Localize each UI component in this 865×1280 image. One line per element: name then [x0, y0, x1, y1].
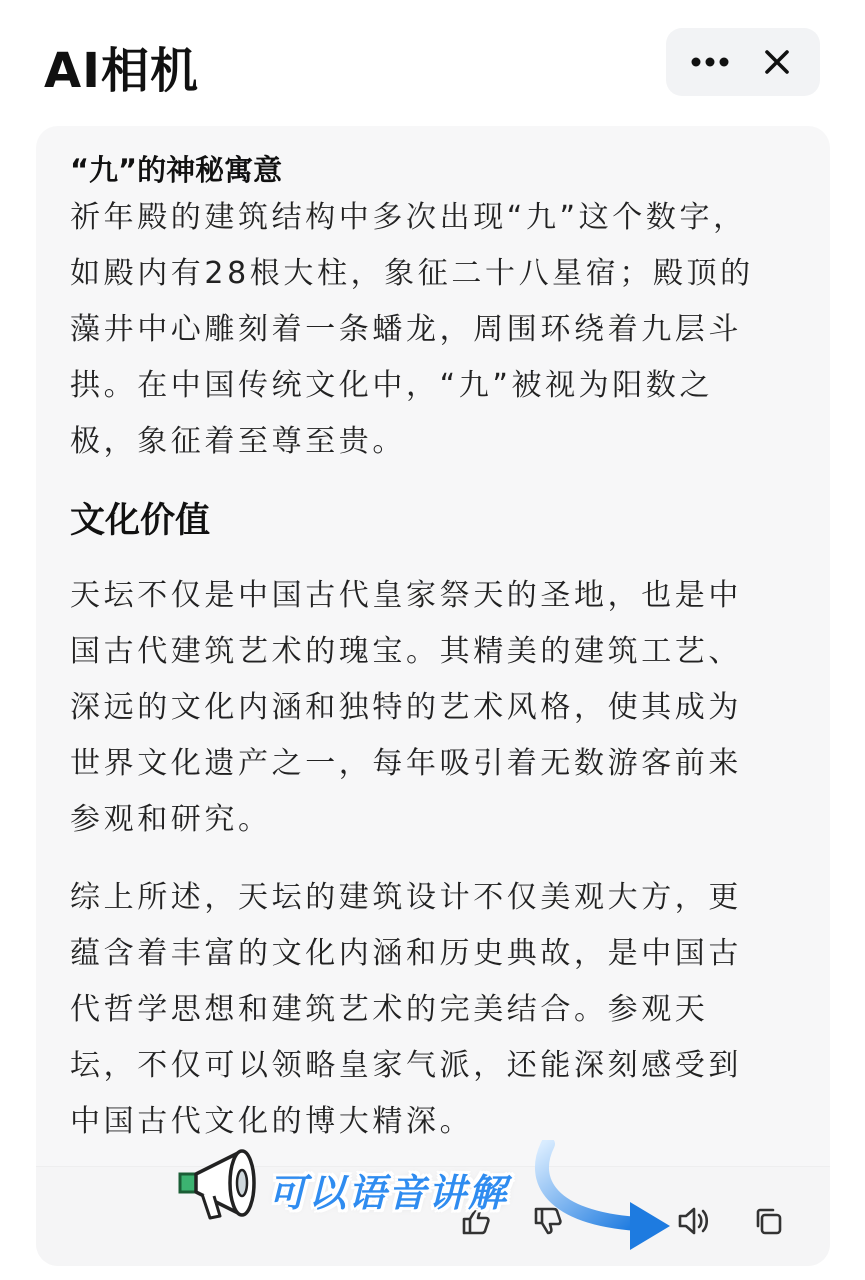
arrow-annotation	[520, 1140, 690, 1260]
text-line: 天坛不仅是中国古代皇家祭天的圣地，也是中	[70, 578, 742, 613]
text-line: 藻井中心雕刻着一条蟠龙，周围环绕着九层斗	[70, 312, 742, 347]
answer-content	[70, 150, 800, 1150]
paragraph-3	[70, 870, 800, 1150]
text-line: 参观和研究。	[70, 802, 272, 837]
subheading: “九”的神秘寓意	[70, 153, 283, 187]
text-line: 极，象征着至尊至贵。	[70, 424, 406, 459]
section-title: 文化价值	[70, 501, 211, 541]
paragraph-2	[70, 568, 800, 848]
text-line: 代哲学思想和建筑艺术的完美结合。参观天	[70, 992, 709, 1027]
text-line: 中国古代文化的博大精深。	[70, 1104, 474, 1139]
text-line: 拱。在中国传统文化中，“九”被视为阳数之	[70, 368, 714, 403]
answer-card	[36, 126, 830, 1266]
text-line: 坛，不仅可以领略皇家气派，还能深刻感受到	[70, 1048, 742, 1083]
voice-explain-annotation: 可以语音讲解	[268, 1171, 509, 1215]
text-line: 如殿内有28根大柱，象征二十八星宿；殿顶的	[70, 256, 754, 291]
app-title: AI相机	[44, 43, 200, 99]
text-line: 世界文化遗产之一，每年吸引着无数游客前来	[70, 746, 742, 781]
text-line: 祈年殿的建筑结构中多次出现“九”这个数字，	[70, 200, 747, 235]
text-line: 国古代建筑艺术的瑰宝。其精美的建筑工艺、	[70, 634, 742, 669]
header-actions	[666, 28, 820, 96]
text-line: 深远的文化内涵和独特的艺术风格，使其成为	[70, 690, 742, 725]
text-line: 蕴含着丰富的文化内涵和历史典故，是中国古	[70, 936, 742, 971]
megaphone-icon	[162, 1138, 272, 1228]
paragraph-1	[70, 190, 800, 470]
text-line: 综上所述，天坛的建筑设计不仅美观大方，更	[70, 880, 742, 915]
copy-button[interactable]	[746, 1199, 790, 1243]
copy-icon	[753, 1206, 783, 1236]
more-horizontal-icon	[690, 56, 730, 68]
close-button[interactable]	[747, 32, 807, 92]
header	[0, 0, 865, 125]
close-icon	[763, 48, 791, 76]
more-button[interactable]	[680, 32, 740, 92]
